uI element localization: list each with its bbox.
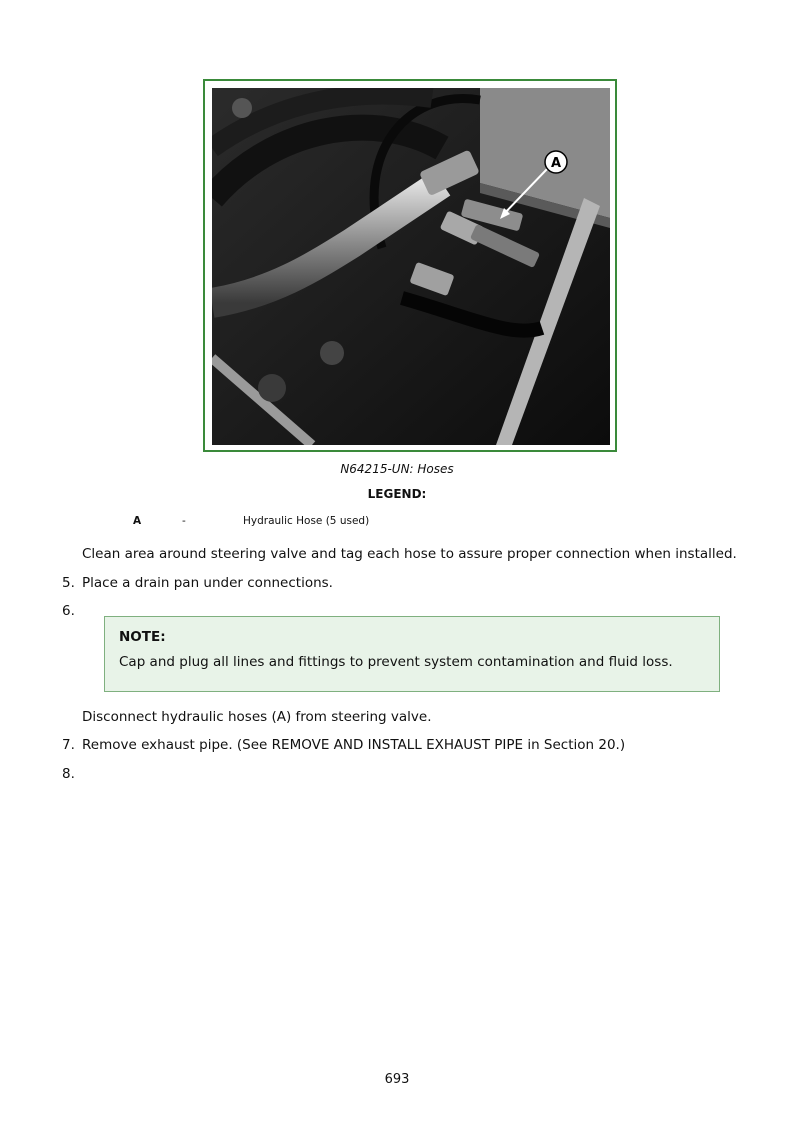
legend-item-key: A: [133, 515, 142, 527]
legend-item-dash: -: [182, 515, 186, 527]
callout-label-a: A: [550, 156, 562, 171]
figure-caption: N64215-UN: Hoses: [340, 462, 454, 476]
page-number: 693: [384, 1072, 410, 1087]
step7-number: 7.: [62, 737, 75, 753]
hoses-photo: [212, 88, 610, 445]
note-box: [104, 616, 720, 692]
step4-text: Clean area around steering valve and tag each hose to assure proper connection when installed.: [82, 546, 737, 562]
step6-number: 6.: [62, 603, 75, 619]
legend-title: LEGEND:: [367, 487, 427, 501]
step5-text: Place a drain pan under connections.: [82, 575, 333, 591]
legend-item-description: Hydraulic Hose (5 used): [243, 515, 370, 527]
hoses-photo-illustration: [212, 88, 610, 445]
figure-frame: [203, 79, 617, 452]
step8-number: 8.: [62, 766, 75, 782]
step7-text: Remove exhaust pipe. (See REMOVE AND INSTALL EXHAUST PIPE in Section 20.): [82, 737, 626, 753]
note-text: Cap and plug all lines and fittings to prevent system contamination and fluid loss.: [119, 654, 673, 670]
step5-number: 5.: [62, 575, 75, 591]
note-title: NOTE:: [119, 629, 166, 645]
step6-text: Disconnect hydraulic hoses (A) from steering valve.: [82, 709, 432, 725]
